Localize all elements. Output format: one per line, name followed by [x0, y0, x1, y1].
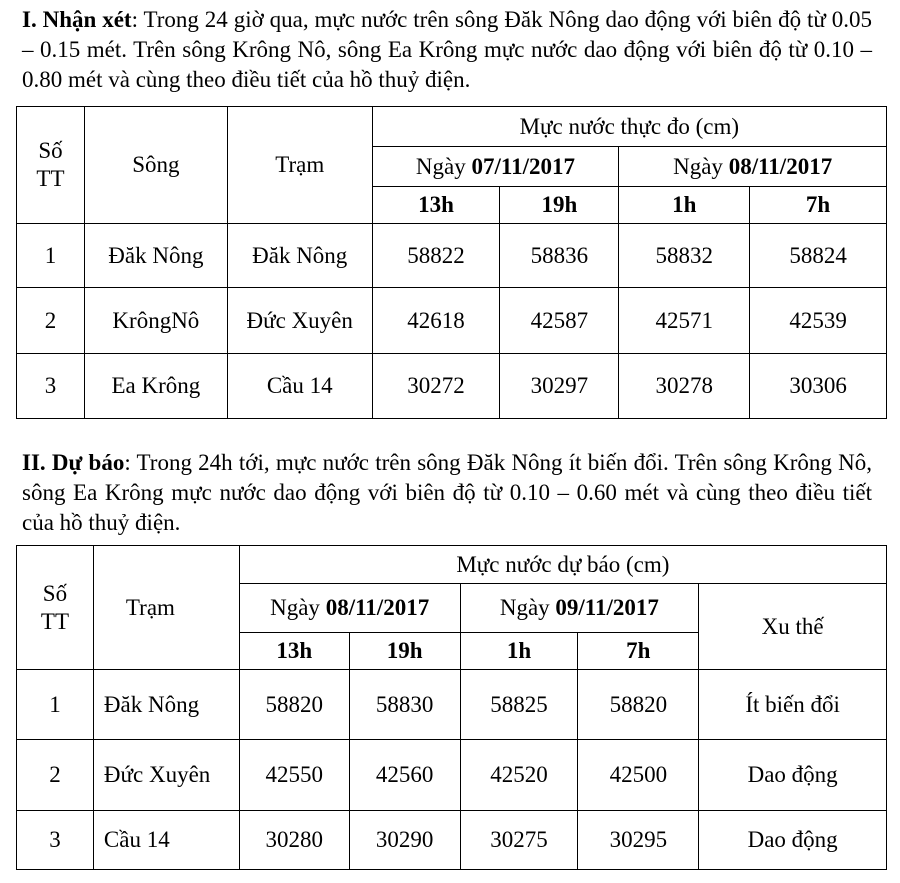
header-time: 1h	[460, 633, 578, 670]
header-song: Sông	[84, 107, 227, 224]
forecast-label: II. Dự báo	[22, 450, 125, 475]
measured-levels-table	[16, 106, 887, 419]
header-forecast-group: Mực nước dự báo (cm)	[239, 546, 886, 584]
row-value: 42539	[750, 288, 887, 354]
row-value: 42618	[372, 288, 500, 354]
row-stt: 3	[17, 354, 85, 419]
forecast-paragraph	[22, 448, 872, 538]
row-value: 58832	[619, 224, 750, 288]
row-value: 58820	[578, 670, 699, 740]
row-station: Đăk Nông	[93, 670, 239, 740]
row-stt: 2	[17, 740, 94, 811]
header-time: 7h	[578, 633, 699, 670]
row-stt: 3	[17, 811, 94, 870]
table-row	[17, 354, 887, 419]
row-station: Đức Xuyên	[93, 740, 239, 811]
row-stt: 2	[17, 288, 85, 354]
row-station: Đức Xuyên	[227, 288, 372, 354]
header-measured-group: Mực nước thực đo (cm)	[372, 107, 886, 147]
table-row	[17, 740, 887, 811]
table-row	[17, 670, 887, 740]
header-time: 19h	[349, 633, 460, 670]
row-value: 30272	[372, 354, 500, 419]
row-stt: 1	[17, 224, 85, 288]
row-river: Ea Krông	[84, 354, 227, 419]
row-value: 30297	[500, 354, 619, 419]
header-trend: Xu thế	[699, 584, 887, 670]
row-value: 30278	[619, 354, 750, 419]
row-station: Cầu 14	[227, 354, 372, 419]
row-stt: 1	[17, 670, 94, 740]
header-time: 7h	[750, 187, 887, 224]
row-value: 42550	[239, 740, 349, 811]
forecast-text: : Trong 24h tới, mực nước trên sông Đăk Nông ít biến đổi. Trên sông Krông Nô, sông Ea Krông mực nước dao động với biên độ từ 0.10 – 0.60 mét và cùng theo điều tiết của hồ thuỷ điện.	[22, 450, 872, 535]
row-value: 58836	[500, 224, 619, 288]
row-value: 30295	[578, 811, 699, 870]
forecast-levels-table	[16, 545, 887, 870]
observation-label: I. Nhận xét	[22, 7, 132, 32]
row-value: 30280	[239, 811, 349, 870]
header-tram: Trạm	[93, 546, 239, 670]
row-value: 58830	[349, 670, 460, 740]
header-time: 1h	[619, 187, 750, 224]
observation-paragraph	[22, 5, 872, 95]
row-value: 58822	[372, 224, 500, 288]
table-row	[17, 288, 887, 354]
header-stt: Số TT	[17, 107, 85, 224]
row-trend: Ít biến đổi	[699, 670, 887, 740]
row-value: 58824	[750, 224, 887, 288]
header-day2: Ngày 08/11/2017	[619, 147, 887, 187]
header-day1: Ngày 08/11/2017	[239, 584, 460, 633]
table-row	[17, 811, 887, 870]
observation-text: : Trong 24 giờ qua, mực nước trên sông Đăk Nông dao động với biên độ từ 0.05 – 0.15 mét. Trên sông Krông Nô, sông Ea Krông mực nước dao động với biên độ từ 0.10 – 0.80 mét và cùng theo điều tiết của hồ thuỷ điện.	[22, 7, 873, 92]
header-day2: Ngày 09/11/2017	[460, 584, 699, 633]
row-value: 58825	[460, 670, 578, 740]
row-value: 30275	[460, 811, 578, 870]
row-value: 58820	[239, 670, 349, 740]
row-value: 42500	[578, 740, 699, 811]
row-value: 42560	[349, 740, 460, 811]
header-time: 19h	[500, 187, 619, 224]
row-value: 42520	[460, 740, 578, 811]
row-river: KrôngNô	[84, 288, 227, 354]
header-stt: Số TT	[17, 546, 94, 670]
row-station: Đăk Nông	[227, 224, 372, 288]
row-value: 42571	[619, 288, 750, 354]
row-trend: Dao động	[699, 740, 887, 811]
row-value: 30290	[349, 811, 460, 870]
row-river: Đăk Nông	[84, 224, 227, 288]
row-value: 30306	[750, 354, 887, 419]
row-value: 42587	[500, 288, 619, 354]
header-time: 13h	[239, 633, 349, 670]
row-station: Cầu 14	[93, 811, 239, 870]
header-tram: Trạm	[227, 107, 372, 224]
header-day1: Ngày 07/11/2017	[372, 147, 619, 187]
row-trend: Dao động	[699, 811, 887, 870]
table-row	[17, 224, 887, 288]
header-time: 13h	[372, 187, 500, 224]
